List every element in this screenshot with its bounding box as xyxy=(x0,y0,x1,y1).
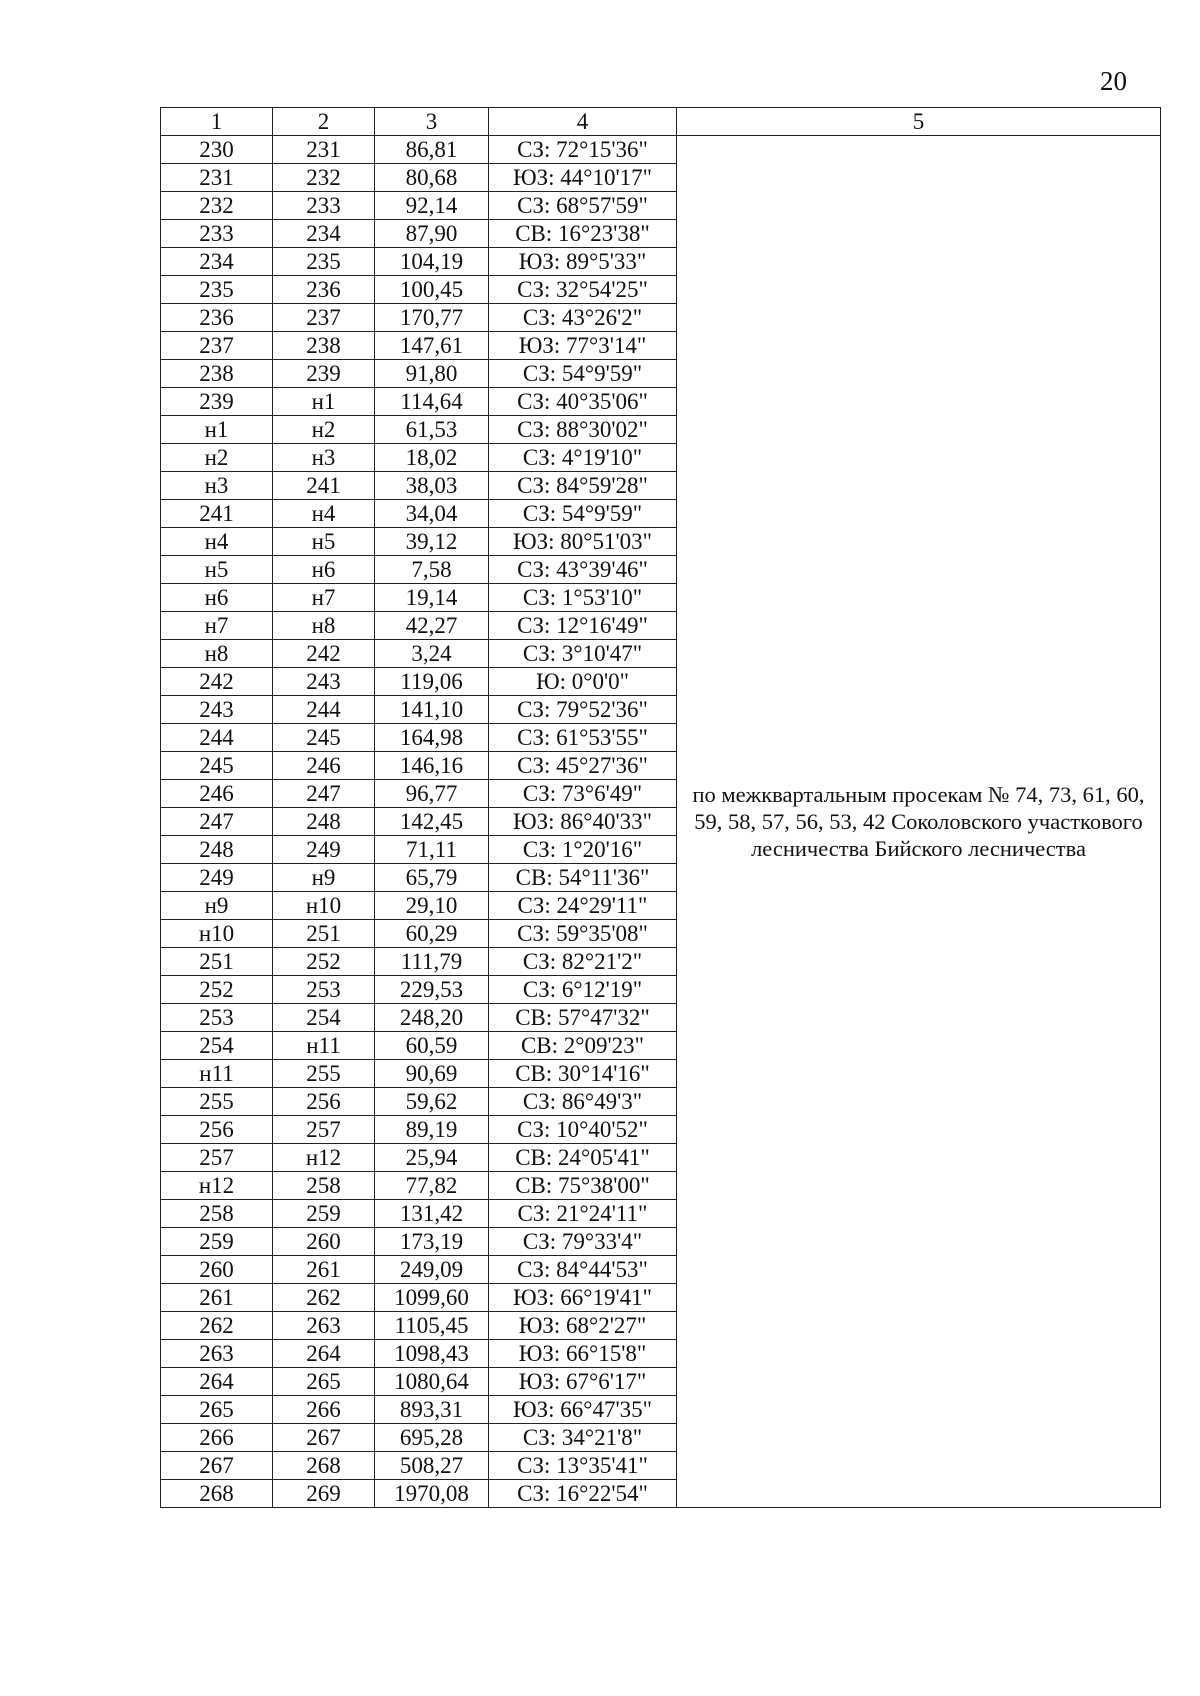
point-to-cell: 265 xyxy=(273,1368,375,1396)
point-from-cell: 230 xyxy=(161,136,273,164)
point-to-cell: н4 xyxy=(273,500,375,528)
bearing-cell: ЮЗ: 68°2'27" xyxy=(489,1312,677,1340)
point-to-cell: 266 xyxy=(273,1396,375,1424)
point-from-cell: 256 xyxy=(161,1116,273,1144)
distance-cell: 29,10 xyxy=(375,892,489,920)
distance-cell: 147,61 xyxy=(375,332,489,360)
point-from-cell: 232 xyxy=(161,192,273,220)
distance-cell: 3,24 xyxy=(375,640,489,668)
point-from-cell: 247 xyxy=(161,808,273,836)
distance-cell: 90,69 xyxy=(375,1060,489,1088)
distance-cell: 146,16 xyxy=(375,752,489,780)
table-body xyxy=(161,136,1161,1508)
point-from-cell: 265 xyxy=(161,1396,273,1424)
point-to-cell: н7 xyxy=(273,584,375,612)
distance-cell: 1099,60 xyxy=(375,1284,489,1312)
point-to-cell: 247 xyxy=(273,780,375,808)
distance-cell: 89,19 xyxy=(375,1116,489,1144)
bearing-cell: СВ: 16°23'38" xyxy=(489,220,677,248)
point-from-cell: н3 xyxy=(161,472,273,500)
bearing-cell: ЮЗ: 66°47'35" xyxy=(489,1396,677,1424)
distance-cell: 248,20 xyxy=(375,1004,489,1032)
point-to-cell: 263 xyxy=(273,1312,375,1340)
point-to-cell: н10 xyxy=(273,892,375,920)
distance-cell: 65,79 xyxy=(375,864,489,892)
bearing-cell: СЗ: 68°57'59" xyxy=(489,192,677,220)
distance-cell: 1105,45 xyxy=(375,1312,489,1340)
point-from-cell: 257 xyxy=(161,1144,273,1172)
point-from-cell: 263 xyxy=(161,1340,273,1368)
bearing-cell: СЗ: 24°29'11" xyxy=(489,892,677,920)
point-from-cell: 255 xyxy=(161,1088,273,1116)
distance-cell: 170,77 xyxy=(375,304,489,332)
distance-cell: 114,64 xyxy=(375,388,489,416)
bearing-cell: СЗ: 10°40'52" xyxy=(489,1116,677,1144)
distance-cell: 19,14 xyxy=(375,584,489,612)
point-from-cell: 252 xyxy=(161,976,273,1004)
distance-cell: 86,81 xyxy=(375,136,489,164)
point-from-cell: 253 xyxy=(161,1004,273,1032)
bearing-cell: СЗ: 4°19'10" xyxy=(489,444,677,472)
distance-cell: 18,02 xyxy=(375,444,489,472)
bearing-cell: СВ: 57°47'32" xyxy=(489,1004,677,1032)
point-from-cell: 262 xyxy=(161,1312,273,1340)
bearing-cell: СЗ: 40°35'06" xyxy=(489,388,677,416)
distance-cell: 60,59 xyxy=(375,1032,489,1060)
point-from-cell: н4 xyxy=(161,528,273,556)
distance-cell: 100,45 xyxy=(375,276,489,304)
point-from-cell: н2 xyxy=(161,444,273,472)
point-from-cell: 261 xyxy=(161,1284,273,1312)
header-col-5: 5 xyxy=(677,108,1161,136)
distance-cell: 7,58 xyxy=(375,556,489,584)
bearing-cell: СЗ: 45°27'36" xyxy=(489,752,677,780)
point-from-cell: 237 xyxy=(161,332,273,360)
point-to-cell: 243 xyxy=(273,668,375,696)
point-from-cell: 235 xyxy=(161,276,273,304)
bearing-cell: СВ: 2°09'23" xyxy=(489,1032,677,1060)
point-to-cell: 260 xyxy=(273,1228,375,1256)
point-from-cell: 241 xyxy=(161,500,273,528)
bearing-cell: СЗ: 88°30'02" xyxy=(489,416,677,444)
point-to-cell: н2 xyxy=(273,416,375,444)
distance-cell: 508,27 xyxy=(375,1452,489,1480)
point-to-cell: н9 xyxy=(273,864,375,892)
point-from-cell: 249 xyxy=(161,864,273,892)
point-from-cell: 243 xyxy=(161,696,273,724)
point-to-cell: н3 xyxy=(273,444,375,472)
bearing-cell: СЗ: 1°20'16" xyxy=(489,836,677,864)
table-row xyxy=(161,136,1161,164)
point-to-cell: 267 xyxy=(273,1424,375,1452)
distance-cell: 39,12 xyxy=(375,528,489,556)
distance-cell: 59,62 xyxy=(375,1088,489,1116)
distance-cell: 695,28 xyxy=(375,1424,489,1452)
point-to-cell: н11 xyxy=(273,1032,375,1060)
distance-cell: 131,42 xyxy=(375,1200,489,1228)
point-from-cell: 244 xyxy=(161,724,273,752)
bearing-cell: СЗ: 79°52'36" xyxy=(489,696,677,724)
point-from-cell: н12 xyxy=(161,1172,273,1200)
distance-cell: 71,11 xyxy=(375,836,489,864)
point-to-cell: 244 xyxy=(273,696,375,724)
point-from-cell: 258 xyxy=(161,1200,273,1228)
bearing-cell: СЗ: 54°9'59" xyxy=(489,360,677,388)
distance-cell: 104,19 xyxy=(375,248,489,276)
point-to-cell: 253 xyxy=(273,976,375,1004)
distance-cell: 61,53 xyxy=(375,416,489,444)
bearing-cell: СЗ: 72°15'36" xyxy=(489,136,677,164)
table-header xyxy=(161,108,1161,136)
distance-cell: 91,80 xyxy=(375,360,489,388)
point-from-cell: 259 xyxy=(161,1228,273,1256)
point-from-cell: 260 xyxy=(161,1256,273,1284)
point-from-cell: 245 xyxy=(161,752,273,780)
distance-cell: 96,77 xyxy=(375,780,489,808)
point-to-cell: н1 xyxy=(273,388,375,416)
point-from-cell: 234 xyxy=(161,248,273,276)
bearing-cell: СЗ: 79°33'4" xyxy=(489,1228,677,1256)
bearing-cell: СВ: 24°05'41" xyxy=(489,1144,677,1172)
bearing-cell: СЗ: 21°24'11" xyxy=(489,1200,677,1228)
bearing-cell: СЗ: 1°53'10" xyxy=(489,584,677,612)
point-to-cell: 257 xyxy=(273,1116,375,1144)
point-to-cell: н6 xyxy=(273,556,375,584)
distance-cell: 87,90 xyxy=(375,220,489,248)
point-to-cell: 232 xyxy=(273,164,375,192)
bearing-cell: СЗ: 32°54'25" xyxy=(489,276,677,304)
point-to-cell: 242 xyxy=(273,640,375,668)
point-to-cell: 255 xyxy=(273,1060,375,1088)
point-from-cell: н11 xyxy=(161,1060,273,1088)
page-number: 20 xyxy=(1100,66,1127,96)
point-to-cell: 245 xyxy=(273,724,375,752)
bearing-cell: СЗ: 59°35'08" xyxy=(489,920,677,948)
bearing-cell: ЮЗ: 80°51'03" xyxy=(489,528,677,556)
distance-cell: 249,09 xyxy=(375,1256,489,1284)
point-to-cell: 248 xyxy=(273,808,375,836)
point-to-cell: 234 xyxy=(273,220,375,248)
distance-cell: 142,45 xyxy=(375,808,489,836)
boundary-description: по межквартальным просекам № 74, 73, 61, 60, 59, 58, 57, 56, 53, 42 Соколовского участкового лесничества Бийского лесничества xyxy=(677,136,1161,1508)
point-from-cell: н9 xyxy=(161,892,273,920)
point-to-cell: 236 xyxy=(273,276,375,304)
distance-cell: 1080,64 xyxy=(375,1368,489,1396)
point-from-cell: 267 xyxy=(161,1452,273,1480)
point-to-cell: 249 xyxy=(273,836,375,864)
distance-cell: 229,53 xyxy=(375,976,489,1004)
distance-cell: 111,79 xyxy=(375,948,489,976)
point-to-cell: 235 xyxy=(273,248,375,276)
bearing-cell: СЗ: 86°49'3" xyxy=(489,1088,677,1116)
distance-cell: 893,31 xyxy=(375,1396,489,1424)
bearing-cell: ЮЗ: 77°3'14" xyxy=(489,332,677,360)
point-to-cell: 241 xyxy=(273,472,375,500)
point-from-cell: н1 xyxy=(161,416,273,444)
point-from-cell: 248 xyxy=(161,836,273,864)
point-to-cell: 268 xyxy=(273,1452,375,1480)
point-from-cell: 266 xyxy=(161,1424,273,1452)
point-from-cell: 251 xyxy=(161,948,273,976)
bearing-cell: СВ: 54°11'36" xyxy=(489,864,677,892)
point-from-cell: н10 xyxy=(161,920,273,948)
bearing-cell: СЗ: 43°39'46" xyxy=(489,556,677,584)
distance-cell: 1098,43 xyxy=(375,1340,489,1368)
bearing-cell: ЮЗ: 66°19'41" xyxy=(489,1284,677,1312)
header-col-1: 1 xyxy=(161,108,273,136)
distance-cell: 1970,08 xyxy=(375,1480,489,1508)
bearing-cell: СЗ: 13°35'41" xyxy=(489,1452,677,1480)
point-to-cell: н8 xyxy=(273,612,375,640)
bearing-cell: СЗ: 54°9'59" xyxy=(489,500,677,528)
point-to-cell: 259 xyxy=(273,1200,375,1228)
point-to-cell: н5 xyxy=(273,528,375,556)
boundary-table xyxy=(160,107,1161,1508)
distance-cell: 141,10 xyxy=(375,696,489,724)
point-to-cell: 251 xyxy=(273,920,375,948)
point-from-cell: 254 xyxy=(161,1032,273,1060)
point-from-cell: 268 xyxy=(161,1480,273,1508)
bearing-cell: ЮЗ: 66°15'8" xyxy=(489,1340,677,1368)
point-from-cell: 238 xyxy=(161,360,273,388)
point-from-cell: н5 xyxy=(161,556,273,584)
distance-cell: 25,94 xyxy=(375,1144,489,1172)
point-from-cell: н7 xyxy=(161,612,273,640)
bearing-cell: СЗ: 61°53'55" xyxy=(489,724,677,752)
point-from-cell: н6 xyxy=(161,584,273,612)
bearing-cell: СЗ: 3°10'47" xyxy=(489,640,677,668)
bearing-cell: СЗ: 84°59'28" xyxy=(489,472,677,500)
point-from-cell: 233 xyxy=(161,220,273,248)
point-from-cell: 239 xyxy=(161,388,273,416)
point-to-cell: 237 xyxy=(273,304,375,332)
bearing-cell: СЗ: 82°21'2" xyxy=(489,948,677,976)
bearing-cell: ЮЗ: 67°6'17" xyxy=(489,1368,677,1396)
point-from-cell: 264 xyxy=(161,1368,273,1396)
distance-cell: 60,29 xyxy=(375,920,489,948)
bearing-cell: СВ: 30°14'16" xyxy=(489,1060,677,1088)
bearing-cell: СЗ: 84°44'53" xyxy=(489,1256,677,1284)
bearing-cell: ЮЗ: 89°5'33" xyxy=(489,248,677,276)
point-from-cell: 246 xyxy=(161,780,273,808)
bearing-cell: Ю: 0°0'0" xyxy=(489,668,677,696)
point-to-cell: 258 xyxy=(273,1172,375,1200)
distance-cell: 119,06 xyxy=(375,668,489,696)
point-to-cell: 252 xyxy=(273,948,375,976)
point-to-cell: 262 xyxy=(273,1284,375,1312)
point-to-cell: 233 xyxy=(273,192,375,220)
point-from-cell: 242 xyxy=(161,668,273,696)
distance-cell: 92,14 xyxy=(375,192,489,220)
distance-cell: 80,68 xyxy=(375,164,489,192)
point-to-cell: н12 xyxy=(273,1144,375,1172)
point-to-cell: 239 xyxy=(273,360,375,388)
point-from-cell: н8 xyxy=(161,640,273,668)
header-col-4: 4 xyxy=(489,108,677,136)
point-to-cell: 231 xyxy=(273,136,375,164)
point-to-cell: 256 xyxy=(273,1088,375,1116)
point-from-cell: 236 xyxy=(161,304,273,332)
point-to-cell: 254 xyxy=(273,1004,375,1032)
distance-cell: 34,04 xyxy=(375,500,489,528)
point-to-cell: 261 xyxy=(273,1256,375,1284)
header-col-2: 2 xyxy=(273,108,375,136)
point-to-cell: 238 xyxy=(273,332,375,360)
bearing-cell: СЗ: 73°6'49" xyxy=(489,780,677,808)
point-to-cell: 269 xyxy=(273,1480,375,1508)
bearing-cell: СЗ: 12°16'49" xyxy=(489,612,677,640)
point-to-cell: 246 xyxy=(273,752,375,780)
distance-cell: 164,98 xyxy=(375,724,489,752)
distance-cell: 38,03 xyxy=(375,472,489,500)
bearing-cell: СВ: 75°38'00" xyxy=(489,1172,677,1200)
bearing-cell: ЮЗ: 44°10'17" xyxy=(489,164,677,192)
distance-cell: 42,27 xyxy=(375,612,489,640)
bearing-cell: СЗ: 16°22'54" xyxy=(489,1480,677,1508)
bearing-cell: СЗ: 43°26'2" xyxy=(489,304,677,332)
bearing-cell: СЗ: 34°21'8" xyxy=(489,1424,677,1452)
point-to-cell: 264 xyxy=(273,1340,375,1368)
distance-cell: 77,82 xyxy=(375,1172,489,1200)
header-row xyxy=(161,108,1161,136)
header-col-3: 3 xyxy=(375,108,489,136)
bearing-cell: ЮЗ: 86°40'33" xyxy=(489,808,677,836)
point-from-cell: 231 xyxy=(161,164,273,192)
distance-cell: 173,19 xyxy=(375,1228,489,1256)
bearing-cell: СЗ: 6°12'19" xyxy=(489,976,677,1004)
